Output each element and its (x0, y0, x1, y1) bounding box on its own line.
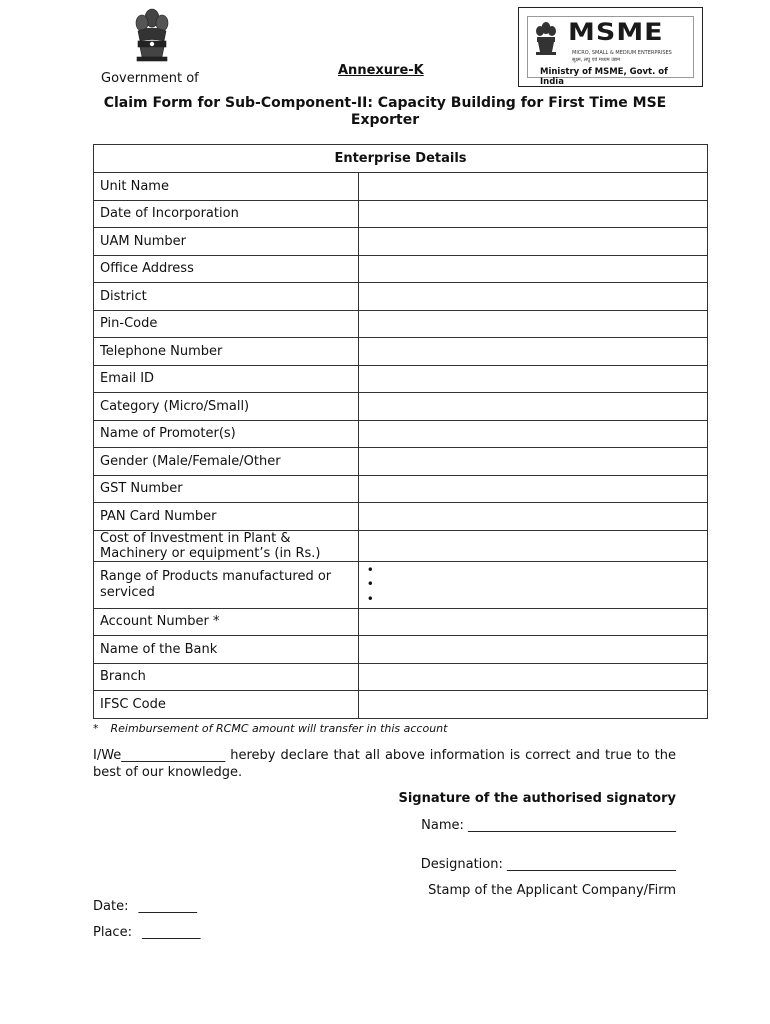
stamp-text: Stamp of the Applicant Company/Firm (428, 883, 676, 898)
designation-blank: __________________________ (507, 857, 676, 872)
msme-subtitle-english: MICRO, SMALL & MEDIUM ENTERPRISES (572, 50, 672, 56)
date-blank: _________ (138, 899, 197, 914)
bullet-item: • (366, 562, 374, 577)
msme-logo (518, 7, 703, 87)
field-value-cell[interactable] (358, 173, 707, 201)
designation-label: Designation: (420, 857, 503, 872)
enterprise-details-table (93, 144, 708, 719)
field-label: Office Address (94, 255, 359, 283)
field-label: IFSC Code (94, 691, 359, 719)
reimbursement-note (93, 722, 447, 735)
table-row (94, 310, 708, 338)
field-label: Name of Promoter(s) (94, 420, 359, 448)
field-value-cell[interactable] (358, 365, 707, 393)
product-bullet-list (365, 563, 701, 607)
bullet-item: • (366, 577, 374, 592)
msme-wordmark: MSME (568, 18, 664, 47)
form-title: Claim Form for Sub-Component-II: Capacity Building for First Time MSE Exporter (103, 95, 667, 128)
field-label: Account Number * (94, 608, 359, 636)
table-row (94, 283, 708, 311)
field-label: PAN Card Number (94, 503, 359, 531)
field-label: Email ID (94, 365, 359, 393)
declaration-text: I/We________________ hereby declare that all above information is correct and true to the best of our knowledge. (93, 748, 676, 780)
table-row (94, 420, 708, 448)
table-row (94, 338, 708, 366)
field-label: GST Number (94, 475, 359, 503)
table-heading: Enterprise Details (94, 145, 708, 173)
national-emblem-icon (128, 5, 176, 69)
government-text: Government of (101, 71, 199, 86)
field-label: Name of the Bank (94, 636, 359, 664)
field-value-cell[interactable] (358, 310, 707, 338)
field-value-cell[interactable] (358, 561, 707, 608)
name-blank: ________________________________ (468, 818, 676, 833)
date-line (93, 899, 197, 914)
table-row (94, 255, 708, 283)
field-value-cell[interactable] (358, 420, 707, 448)
table-row (94, 530, 708, 561)
field-label: Category (Micro/Small) (94, 393, 359, 421)
msme-logo-frame (527, 16, 694, 87)
place-blank: _________ (141, 925, 201, 940)
field-value-cell[interactable] (358, 475, 707, 503)
field-label: Cost of Investment in Plant & Machinery or equipment’s (in Rs.) (94, 530, 359, 561)
field-value-cell[interactable] (358, 691, 707, 719)
field-label: Range of Products manufactured or serviced (94, 561, 359, 608)
annexure-label: Annexure-K (338, 63, 424, 78)
field-value-cell[interactable] (358, 663, 707, 691)
bullet-item: • (366, 591, 374, 606)
table-row (94, 200, 708, 228)
table-row (94, 448, 708, 476)
field-value-cell[interactable] (358, 338, 707, 366)
table-row (94, 228, 708, 256)
field-label: District (94, 283, 359, 311)
note-asterisk: * (93, 722, 99, 735)
field-label: UAM Number (94, 228, 359, 256)
field-value-cell[interactable] (358, 530, 707, 561)
table-row (94, 636, 708, 664)
place-line (93, 925, 200, 940)
ministry-caption: Ministry of MSME, Govt. of India (540, 67, 668, 87)
date-label: Date: (93, 899, 129, 914)
table-row (94, 503, 708, 531)
field-value-cell[interactable] (358, 636, 707, 664)
table-row (94, 393, 708, 421)
field-value-cell[interactable] (358, 200, 707, 228)
field-value-cell[interactable] (358, 608, 707, 636)
field-label: Gender (Male/Female/Other (94, 448, 359, 476)
signature-title: Signature of the authorised signatory (398, 791, 676, 806)
field-label: Date of Incorporation (94, 200, 359, 228)
table-row (94, 663, 708, 691)
msme-subtitle-hindi: सूक्ष्म, लघु एवं मध्यम उद्यम (572, 57, 621, 63)
field-value-cell[interactable] (358, 228, 707, 256)
table-row (94, 691, 708, 719)
table-row (94, 365, 708, 393)
place-label: Place: (93, 925, 132, 940)
field-value-cell[interactable] (358, 255, 707, 283)
field-label: Telephone Number (94, 338, 359, 366)
field-value-cell[interactable] (358, 448, 707, 476)
name-line (421, 818, 676, 833)
table-row (94, 608, 708, 636)
logo-emblem-icon (532, 20, 560, 60)
table-row (94, 173, 708, 201)
table-row (94, 561, 708, 608)
table-row (94, 475, 708, 503)
field-value-cell[interactable] (358, 393, 707, 421)
name-label: Name: (421, 818, 464, 833)
note-text: Reimbursement of RCMC amount will transfer in this account (110, 722, 448, 735)
field-value-cell[interactable] (358, 283, 707, 311)
field-label: Pin-Code (94, 310, 359, 338)
designation-line (421, 857, 676, 872)
field-label: Branch (94, 663, 359, 691)
field-value-cell[interactable] (358, 503, 707, 531)
field-label: Unit Name (94, 173, 359, 201)
